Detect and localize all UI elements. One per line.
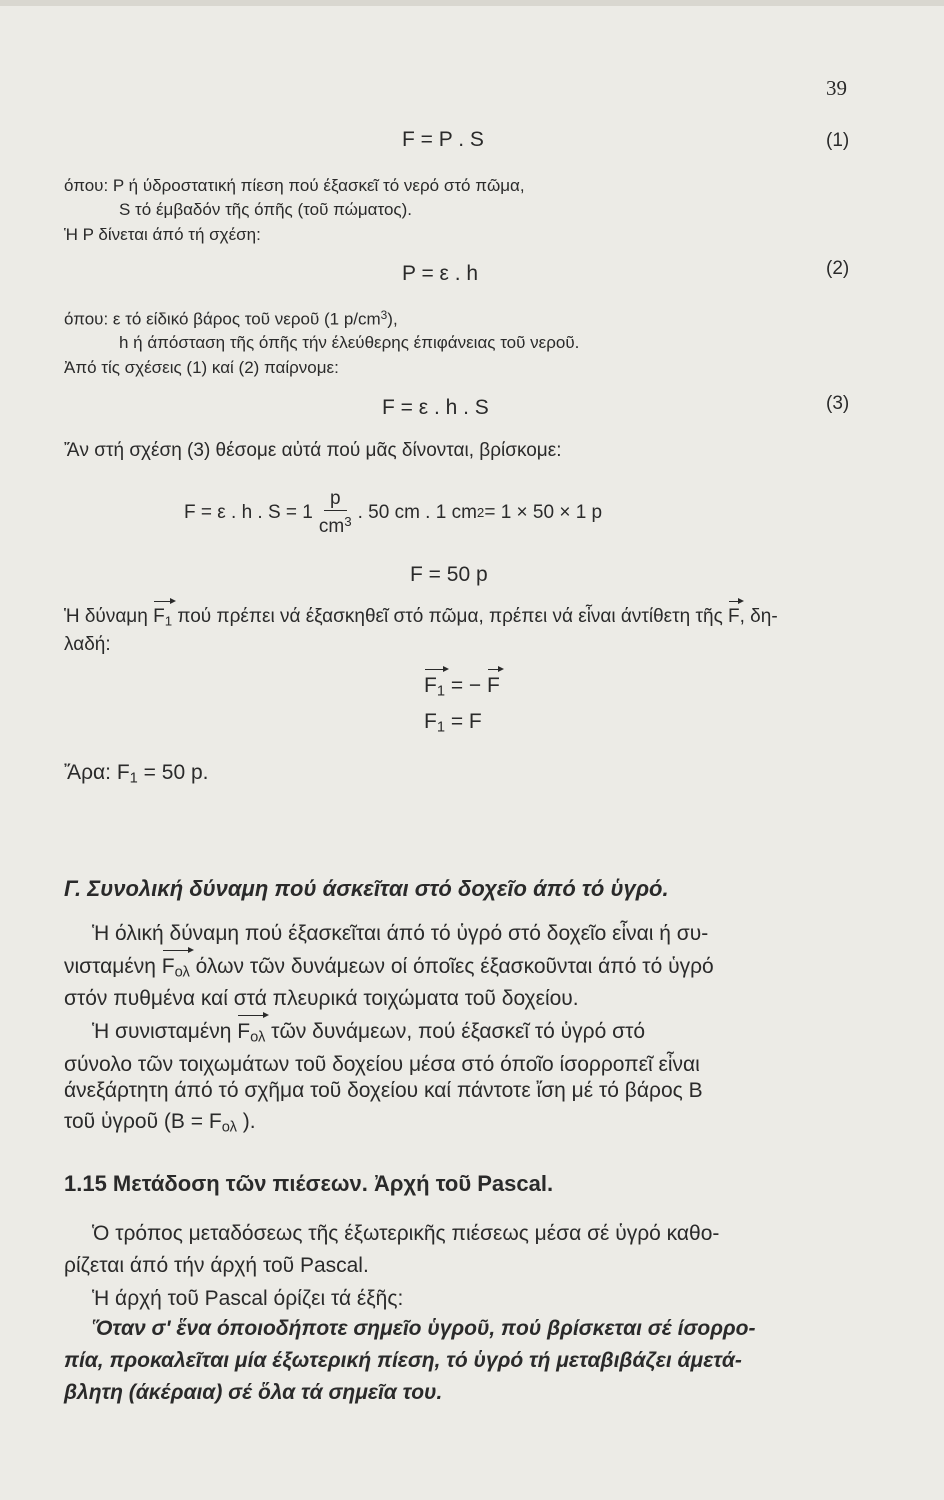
equation-5: $F_1$ = − F — [424, 674, 500, 700]
text-line: Ἄρα: $F_1 = 50$ p. — [64, 761, 209, 787]
text-line: Ἡ Ρ δίνεται άπό τή σχέση: — [64, 225, 261, 244]
text-line: Ἡ δύναμη $F_1$ πού πρέπει νά έξασκηθεῖ στό πῶμα, πρέπει νά εἶναι άντίθετη τῆς F, δη- — [64, 606, 778, 629]
paragraph-line: Ἡ όλική δύναμη πού έξασκεῖται άπό τό ὑγρό στό δοχεῖο εἶναι ή συ- — [92, 922, 709, 945]
pascal-law-line: πία, προκαλεῖται μία έξωτερική πίεση, τό ὑγρό τή μεταβιβάζει άμετά- — [64, 1349, 742, 1372]
text-line: S τό έμβαδόν τῆς όπῆς (τοῦ πώματος). — [119, 200, 412, 219]
paragraph-line: άνεξάρτητη άπό τό σχῆμα τοῦ δοχείου καί πάντοτε ἴση μέ τό βάρος B — [64, 1079, 703, 1102]
equation-3: F = ε . h . S — [382, 396, 489, 419]
text-line: λαδή: — [64, 634, 111, 655]
text-line: όπου: Ρ ή ύδροστατική πίεση πού έξασκεῖ τό νερό στό πῶμα, — [64, 176, 525, 195]
pascal-law-line: Ὅταν σ' ἕνα όποιοδήποτε σημεῖο ὑγροῦ, πού βρίσκεται σέ ίσορρο- — [92, 1317, 756, 1340]
page-number: 39 — [826, 76, 847, 100]
paragraph-line: νισταμένη $F_{o\lambda}$ όλων τῶν δυνάμεων οί όποῖες έξασκοῦνται άπό τό ὑγρό — [64, 955, 714, 981]
section-heading: 1.15 Μετάδοση τῶν πιέσεων. Ἀρχή τοῦ Pascal. — [64, 1171, 554, 1196]
equation-1-number: (1) — [826, 130, 850, 151]
equation-6: $F_1 = F$ — [424, 710, 482, 736]
text-line: Ἄν στή σχέση (3) θέσομε αὐτά πού μᾶς δίνονται, βρίσκομε: — [64, 440, 562, 461]
pascal-law-line: βλητη (άκέραια) σέ ὅλα τά σημεῖα του. — [64, 1381, 443, 1404]
paragraph-line: τοῦ ὑγροῦ ($B = F_{o\lambda}$ ). — [64, 1110, 256, 1136]
paragraph-line: ρίζεται άπό τήν άρχή τοῦ Pascal. — [64, 1254, 369, 1277]
text-line: h ή άπόσταση τῆς όπῆς τήν έλεύθερης έπιφάνειας τοῦ νεροῦ. — [119, 333, 580, 352]
paragraph-line: Ἡ άρχή τοῦ Pascal όρίζει τά έξῆς: — [92, 1287, 404, 1310]
page-top-edge — [0, 0, 944, 6]
equation-2-number: (2) — [826, 258, 850, 279]
vector-f-total: $F_{o\lambda}$ — [161, 955, 190, 981]
equation-1: F = P . S — [402, 128, 484, 151]
vector-f-total: $F_{o\lambda}$ — [237, 1020, 266, 1046]
vector-f1: $F_1$ — [153, 606, 173, 629]
vector-f: F — [728, 606, 740, 627]
vector-f1: $F_1$ — [424, 674, 445, 700]
equation-4: F = 50 p — [410, 563, 488, 586]
vector-f: F — [487, 674, 500, 697]
paragraph-line: Ὁ τρόπος μεταδόσεως τῆς έξωτερικῆς πιέσεως μέσα σέ ὑγρό καθο- — [92, 1222, 720, 1245]
section-heading: Γ. Συνολική δύναμη πού άσκεῖται στό δοχεῖο άπό τό ὑγρό. — [64, 876, 669, 901]
paragraph-line: Ἡ συνισταμένη $F_{o\lambda}$ τῶν δυνάμεων, πού έξασκεῖ τό ὑγρό στό — [92, 1020, 646, 1046]
text-line: Ἀπό τίς σχέσεις (1) καί (2) παίρνομε: — [64, 358, 339, 377]
fraction: $\frac{p}{cm^3}$ — [318, 488, 352, 537]
text-line: όπου: ε τό είδικό βάρος τοῦ νεροῦ (1 $p/cm^3$), — [64, 308, 398, 329]
paragraph-line: στόν πυθμένα καί στά πλευρικά τοιχώματα τοῦ δοχείου. — [64, 987, 579, 1010]
calculation: F = ε . h . S = 1 $\frac{p}{cm^3}$ . 50 cm . 1 cm 2 = 1 × 50 × 1 p — [184, 488, 603, 537]
paragraph-line: σύνολο τῶν τοιχωμάτων τοῦ δοχείου μέσα στό όποῖο ίσορροπεῖ εἶναι — [64, 1053, 700, 1076]
equation-3-number: (3) — [826, 393, 850, 414]
equation-2: P = ε . h — [402, 262, 479, 285]
